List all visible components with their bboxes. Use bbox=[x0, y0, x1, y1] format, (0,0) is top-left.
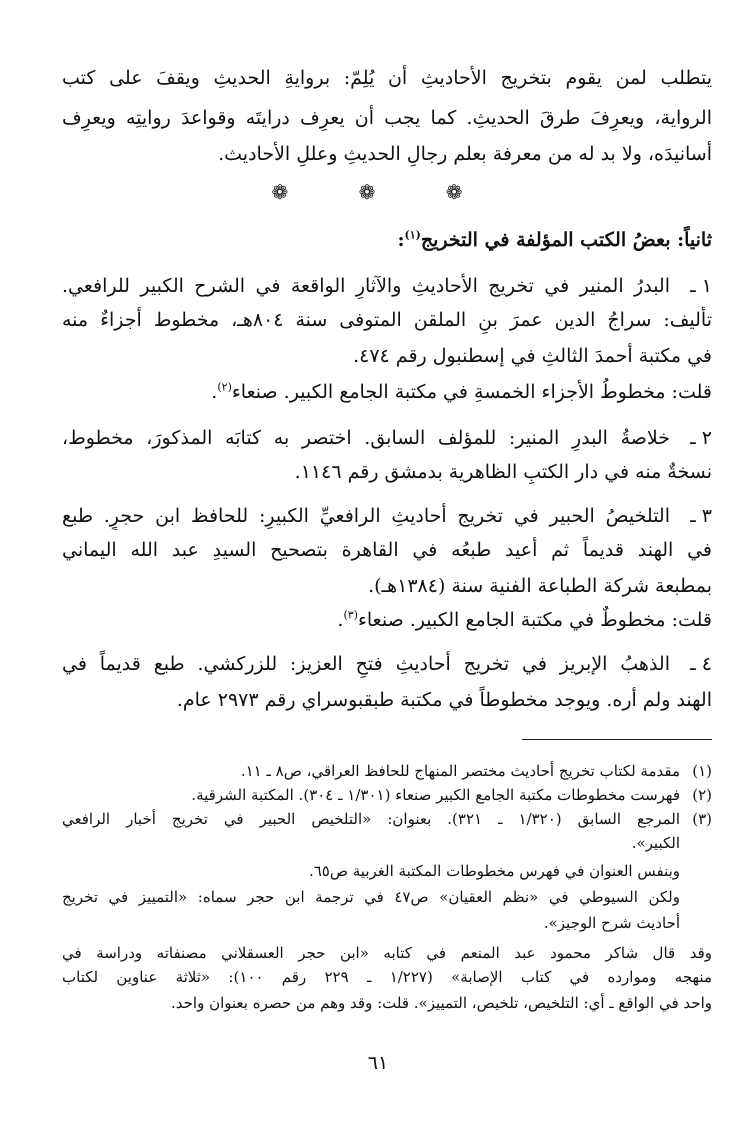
footnote-3-line-6: وقد قال شاكر محمود عبد المنعم في كتابه «ابن حجر العسقلاني مصنفاته ودراسة في bbox=[62, 944, 712, 962]
footnote-3-line-7: منهجه وموارده في كتاب الإصابة» (١/٢٢٧ ـ ٢٢٩ رقم ١٠٠): «ثلاثة عناوين لكتاب bbox=[62, 968, 712, 986]
footnote-number-2: (٢) bbox=[692, 786, 712, 804]
section-heading-text: ثانياً: بعضُ الكتب المؤلفة في التخريج bbox=[420, 229, 712, 251]
footnote-number-1: (١) bbox=[692, 762, 712, 780]
footnote-ref-1[interactable]: (١) bbox=[404, 228, 421, 242]
intro-line-2: الرواية، ويعرِفَ طرقَ الحديثِ. كما يجب أن يعرِف درايتَه وقواعدَ روايتِه ويعرِف bbox=[62, 107, 712, 129]
item-2-line-2: نسخةٌ منه في دار الكتبِ الظاهرية بدمشق رقم ١١٤٦. bbox=[294, 461, 712, 483]
footnote-separator bbox=[522, 739, 712, 740]
item-4-line-1: الذهبُ الإبريز في تخريج أحاديثِ فتحِ العزيز: للزركشي. طبع قديماً في bbox=[62, 653, 670, 675]
item-number-3: ٣ ـ bbox=[690, 505, 712, 527]
item-1-line-2: تأليف: سراجُ الدين عمرَ بنِ الملقن المتوفى سنة ٨٠٤هـ، مخطوط أجزاءٌ منه bbox=[62, 309, 712, 331]
item-3-note-end: . bbox=[337, 609, 344, 631]
item-2-line-1: خلاصةُ البدرِ المنير: للمؤلف السابق. اختصر به كتابَه المذكورَ، مخطوط، bbox=[62, 427, 670, 449]
page-number: ٦١ bbox=[367, 1052, 389, 1074]
item-3-line-4 bbox=[62, 606, 712, 634]
footnote-3-line-5: أحاديث شرح الوجيز». bbox=[543, 914, 680, 932]
footnote-ref-2[interactable]: (٢) bbox=[217, 380, 232, 394]
footnote-3-line-4: ولكن السيوطي في «نظم العقيان» ص٤٧ في ترجمة ابن حجر سماه: «التمييز في تخريج bbox=[62, 888, 680, 906]
item-1-line-4 bbox=[62, 378, 712, 406]
footnote-2: فهرست مخطوطات مكتبة الجامع الكبير صنعاء (١/٣٠١ ـ ٣٠٤). المكتبة الشرقية. bbox=[191, 786, 680, 804]
footnote-3-line-1: المرجع السابق (١/٣٢٠ ـ ٣٢١). بعنوان: «التلخيص الحبير في تخريج أخبار الرافعي bbox=[62, 810, 680, 828]
footnote-3-line-2: الكبير». bbox=[631, 834, 680, 852]
item-3-line-2: في الهند قديماً ثم أعيد طبعُه في القاهرة بتصحيح السيدِ عبد الله اليماني bbox=[62, 539, 712, 561]
section-heading-colon: : bbox=[397, 229, 405, 251]
item-number-4: ٤ ـ bbox=[690, 653, 712, 675]
ornament-divider bbox=[0, 180, 756, 204]
item-1-note-end: . bbox=[211, 381, 218, 403]
section-heading bbox=[62, 226, 712, 254]
item-1-line-1: البدرُ المنير في تخريج الأحاديثِ والآثارِ الواقعة في الشرح الكبير للرافعي. bbox=[62, 275, 670, 297]
footnote-3-line-8: واحد في الواقع ـ أي: التلخيص، تلخيص، التمييز». قلت: وقد وهم من حصره بعنوان واحد. bbox=[171, 994, 712, 1012]
ornament-icon: ❁ bbox=[358, 180, 398, 204]
item-3-line-1: التلخيصُ الحبير في تخريج أحاديثِ الرافعيِّ الكبيرِ: للحافظ ابن حجرٍ. طبع bbox=[62, 505, 670, 527]
intro-line-1: يتطلب لمن يقوم بتخريج الأحاديثِ أن يُلِمّ: بروايةِ الحديثِ ويقفَ على كتب bbox=[62, 67, 712, 89]
item-1-note-text: قلت: مخطوطُ الأجزاء الخمسةِ في مكتبة الجامع الكبير. صنعاء bbox=[231, 381, 712, 403]
footnote-ref-3[interactable]: (٣) bbox=[343, 608, 358, 622]
item-number-2: ٢ ـ bbox=[690, 427, 712, 449]
item-1-line-3: في مكتبة أحمدَ الثالثِ في إسطنبول رقم ٤٧٤. bbox=[353, 345, 712, 367]
item-3-note-text: قلت: مخطوطٌ في مكتبة الجامع الكبير. صنعاء bbox=[357, 609, 712, 631]
footnote-number-3: (٣) bbox=[692, 810, 712, 828]
footnote-3-line-3: وبنفس العنوان في فهرس مخطوطات المكتبة الغربية ص٦٥. bbox=[308, 862, 680, 880]
item-number-1: ١ ـ bbox=[690, 275, 712, 297]
ornament-icon: ❁ bbox=[271, 180, 311, 204]
ornament-icon: ❁ bbox=[445, 180, 485, 204]
intro-line-3: أسانيدَه، ولا بد له من معرفة بعلم رجالِ الحديثِ وعللِ الأحاديث. bbox=[218, 143, 712, 165]
footnote-1: مقدمة لكتاب تخريج أحاديث مختصر المنهاج للحافظ العراقي، ص٨ ـ ١١. bbox=[240, 762, 680, 780]
item-3-line-3: بمطبعة شركة الطباعة الفنية سنة (١٣٨٤هـ). bbox=[368, 575, 712, 597]
item-4-line-2: الهند ولم أره. ويوجد مخطوطاً في مكتبة طبقبوسراي رقم ٢٩٧٣ عام. bbox=[176, 689, 712, 711]
